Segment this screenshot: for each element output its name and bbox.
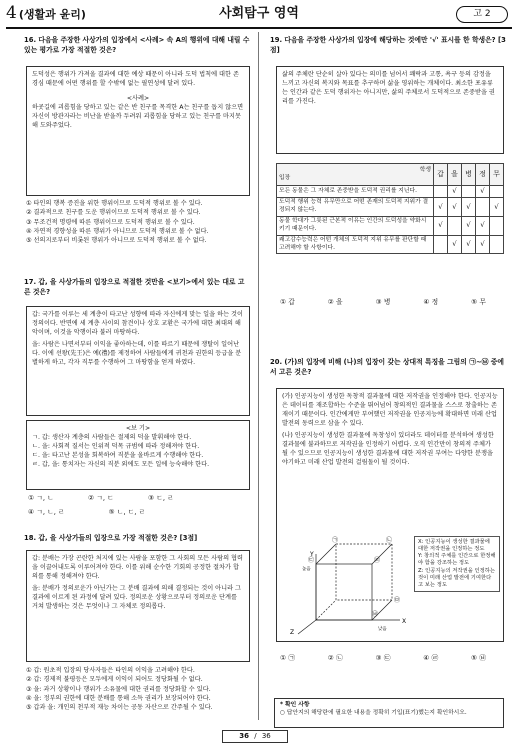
check-cell: √ [434,198,448,217]
bogi-item: ㄴ. 을: 사회적 질서는 인위적 덕목 규범에 따라 정해져야 한다. [32,442,200,450]
check-cell [462,186,476,198]
option-4[interactable]: ④ ㄱ, ㄴ, ㄹ [28,507,65,516]
option-5[interactable]: ⑤ ㄴ, ㄷ, ㄹ [108,507,146,516]
axis-label-x: X [402,618,407,625]
bogi-item: ㄹ. 갑, 을: 통치자는 자신의 직분 외에도 모든 일에 능숙해야 한다. [32,460,210,468]
question-16-options [26,199,254,245]
legend-item: X: 인공지능이 생성한 결과물에 대한 저작권을 인정하는 정도 [418,539,490,553]
check-cell: √ [434,217,448,236]
option-1[interactable]: ① 타인의 행복 증진을 위한 행위이므로 도덕적 행위로 볼 수 있다. [26,200,203,207]
corner-position: 입장 [279,174,291,181]
question-19-table [276,163,504,254]
option-3[interactable]: ③ ㄷ, ㄹ [148,494,174,502]
check-cell [490,186,504,198]
position-text: 도덕적 행위 능력 유무만으로 어떤 존재의 도덕적 지위가 결정되지 않는다. [277,198,434,217]
position-text: 쾌고감수능력은 어떤 개체의 도덕적 지위 유무를 판단할 때 고려해야 할 사항이다. [277,235,434,254]
student-col: 무 [490,164,504,186]
position-text: 모든 동물은 그 자체로 존중받을 도덕적 권리를 지닌다. [277,186,434,198]
check-cell [490,235,504,254]
option-5[interactable]: ⑤ 갑과 을: 개인의 천부적 재능 차이는 공동 자산으로 간주될 수 있다. [26,704,213,712]
option-2[interactable]: ② ㄱ, ㄷ [88,494,114,502]
check-cell [434,235,448,254]
question-18-stem: 18. 갑, 을 사상가들의 입장으로 가장 적절한 것은? [3점] [24,534,198,542]
check-cell: √ [448,235,462,254]
option-1[interactable]: ① 갑: 원초적 입장의 당사자들은 타인의 이익을 고려해야 한다. [26,667,195,674]
page-separator-icon: / [254,732,257,740]
check-cell [490,217,504,236]
bogi-item: ㄷ. 을: 타고난 본성을 회복하여 직분을 올바르게 수행해야 한다. [32,451,204,459]
question-16-passage-box [26,66,250,196]
student-col: 병 [462,164,476,186]
axis-low-label: 낮음 [378,627,387,632]
option-5[interactable]: ⑤ 무 [471,298,486,306]
option-4[interactable]: ④ 정 [423,298,439,306]
option-4[interactable]: ④ ㉣ [423,654,439,662]
option-5[interactable]: ⑤ 선의지로부터 비롯된 행위가 아니므로 도덕적 행위로 볼 수 없다. [26,237,207,245]
question-17-stem: 17. 갑, 을 사상가들의 입장으로 적절한 것만을 <보기>에서 있는 대로 고른 것은? [24,278,245,296]
option-3[interactable]: ③ ㉢ [375,654,391,662]
option-2[interactable]: ② 결과적으로 친구를 도운 행위이므로 도덕적 행위로 볼 수 있다. [26,209,201,217]
column-divider [258,32,259,720]
cube-legend [414,536,500,592]
table-row [277,217,504,236]
check-cell: √ [462,235,476,254]
section-title: 사회탐구 영역 [219,6,299,21]
option-3[interactable]: ③ 을: 과거 상황이나 행위가 소유물에 대한 권리를 정당화할 수 있다. [26,685,211,693]
check-notice-text: ○ 답안지의 해당란에 필요한 내용을 정확히 기입(표기)했는지 확인하시오. [280,710,467,717]
point-label: ㉡ [386,537,393,544]
legend-item: Z: 인공지능의 저작권을 인정하는 것이 미래 산업 발전에 기여한다고 보는 정도 [418,567,495,588]
question-17-bogi-box [26,420,250,490]
point-label: ㉢ [308,557,315,564]
option-1[interactable]: ① ㉠ [280,654,296,662]
check-cell [434,186,448,198]
question-20-ga: (가) 인공지능이 생성한 독창적 결과물에 대한 저작권을 인정해야 한다. 인공지능은 데이터를 재조합하는 수준을 뛰어넘어 창의적인 결과물을 스스로 창출하는 존재이기 때문이다. 인간에게만 부여했던 저작권을 인공지능에 확대하면 미래 산업 발전의 동력으로 삼을 수 있다. [282,393,498,427]
table-corner [277,164,434,186]
question-19-passage-box [276,66,504,154]
page-counter [222,730,288,743]
question-18-gap: 갑: 분배는 가장 곤란한 처지에 있는 사람을 포함한 그 사회의 모든 사람의 협력을 이끌어내도록 이루어져야 한다. 이를 위해 순수한 기회의 공정한 절차가 합의를 통해 정해져야 한다. [32,555,243,580]
question-19-options [280,298,486,308]
table-row [277,186,504,198]
header-rule [6,27,512,29]
page-current: 36 [239,732,249,740]
axis-label-y: Y [310,551,314,558]
check-cell: √ [448,186,462,198]
student-col: 갑 [434,164,448,186]
check-cell: √ [448,198,462,217]
option-4[interactable]: ④ 을: 정부의 권한에 대한 분배를 통해 소득 권리가 보장되어야 한다. [26,694,211,702]
question-18-options [26,666,256,712]
question-17-passage-box [26,306,250,416]
grade-badge: 고 2 [456,6,508,23]
page-total: 36 [261,732,271,740]
question-20-options [280,654,486,664]
axis-label-z: Z [290,629,295,636]
question-18-passage-box [26,550,250,662]
option-3[interactable]: ③ 병 [375,298,391,306]
check-cell: √ [462,198,476,217]
corner-student: 학생 [419,166,431,173]
check-cell: √ [476,235,490,254]
option-3[interactable]: ③ 무조건적 명령에 따른 행위이므로 도덕적 행위로 볼 수 있다. [26,218,195,226]
option-2[interactable]: ② 을 [327,298,343,306]
question-16-stem: 16. 다음을 주장한 사상가의 입장에서 <사례> 속 A의 행위에 대해 내릴 수 있는 평가로 가장 적절한 것은? [24,36,250,54]
point-label: ㉥ [372,611,379,618]
axis-high-label: 높음 [302,567,311,572]
question-19-stem: 19. 다음을 주장한 사상가의 입장에 해당하는 것에만 '√' 표시를 한 학생은? [3점] [270,36,506,54]
table-row [277,235,504,254]
question-17-eul: 을: 사람은 나면서부터 이익을 좋아하는데, 이를 따르기 때문에 쟁탈이 일어난다. 이에 선왕(先王)은 예(禮)를 제정하여 사람들에게 귀천과 권한의 등급을 분별하게 하고, 각자 직무를 수행하여 그 마땅함을 얻게 하였다. [32,340,242,366]
check-cell: √ [490,198,504,217]
student-col: 정 [476,164,490,186]
point-label: ㉤ [394,597,401,604]
point-label: ㉠ [332,537,339,544]
question-16-case-title: <사례> [126,94,150,102]
option-1[interactable]: ① 갑 [280,298,295,306]
legend-item: Y: 창의적 주체를 인간으로 한정해야 함을 강조하는 정도 [418,553,496,567]
table-row [277,198,504,217]
option-1[interactable]: ① ㄱ, ㄴ [28,494,54,502]
bogi-item: ㄱ. 갑: 생산자 계층의 사람들은 절제의 덕을 발휘해야 한다. [32,433,192,441]
question-20-stem: 20. (가)의 입장에 비해 (나)의 입장이 갖는 상대적 특징을 그림의 ㉠~㉥ 중에서 고른 것은? [270,358,504,376]
question-20-na: (나) 인공지능이 생성한 결과물에 독창성이 있더라도 데이터를 분석하여 생성한 결과물에 불과하므로 저작권을 인정하기 어렵다. 오직 인간만이 창의적 주체가 될 수 있으므로 인공지능이 생성한 결과물에 대한 저작권 부여는 다양한 분쟁을 야기하고 미래 산업 발전의 걸림돌이 될 것이다. [282,431,494,466]
question-18-eul: 을: 분배가 정의로운가 아닌가는 그 분배 결과에 의해 결정되는 것이 아니라 그 결과에 이르게 된 과정에 달려 있다. 정의로운 상황으로부터 정의로운 단계를 거쳐 발생하는 것은 무엇이나 그 자체로 정의롭다. [32,584,242,610]
question-16-case-text: 하굣길에 괴롭힘을 당하고 있는 같은 반 친구를 목격한 A는 친구를 돕지 않으면 자신이 방관자라는 비난을 받을까 두려워 괴롭힘을 당하고 있는 친구를 마지못해 도와주었다. [32,103,244,129]
point-label: ㉣ [374,557,381,564]
check-notice-box [274,698,504,728]
check-cell [448,217,462,236]
student-col: 을 [448,164,462,186]
option-4[interactable]: ④ 자연적 경향성을 따른 행위가 아니므로 도덕적 행위로 볼 수 없다. [26,227,209,235]
z-axis [298,620,316,634]
option-5[interactable]: ⑤ ㉥ [470,654,486,662]
check-notice-title: * 확인 사항 [280,702,310,708]
position-text: 동물 학대가 그릇된 근본적 이유는 인간의 도덕성을 약화시키기 때문이다. [277,217,434,236]
question-17-gap: 갑: 국가를 이루는 세 계층이 타고난 성향에 따라 자신에게 맞는 일을 하는 것이 정의이다. 반면에 세 계층 사이의 참견이나 상호 교환은 국가에 대한 최대의 해악이며, 이것을 악행이라 불러 마땅하다. [32,311,243,336]
question-16-passage: 도덕성은 행위가 가져올 결과에 대한 예상 때문이 아니라 도덕 법칙에 대한 존경심 때문에 어떤 행위를 할 수밖에 없는 필연성에 달려 있다. [32,71,239,87]
check-cell [476,198,490,217]
check-cell: √ [476,217,490,236]
bogi-title: <보 기> [125,425,151,432]
option-2[interactable]: ② ㉡ [327,654,343,662]
subject-name: (생활과 윤리) [18,8,86,21]
page-no: 4 [6,3,17,23]
question-17-options [28,494,248,518]
check-cell: √ [462,217,476,236]
check-cell: √ [476,186,490,198]
option-2[interactable]: ② 갑: 경제적 불평등은 모두에게 이익이 되어도 정당화될 수 없다. [26,676,203,684]
question-19-passage: 삶의 주체란 단순히 살아 있다는 의미를 넘어서 쾌락과 고통, 욕구 등의 감정을 느끼고 자신의 복지와 목표를 추구하며 삶을 영위하는 개체이다. 최소한 포유류는 인간과 같은 도덕 행위자는 아니지만, 삶의 주체로서 도덕적으로 존중받을 권리를 가진다. [282,71,495,105]
cube-diagram [282,530,412,638]
